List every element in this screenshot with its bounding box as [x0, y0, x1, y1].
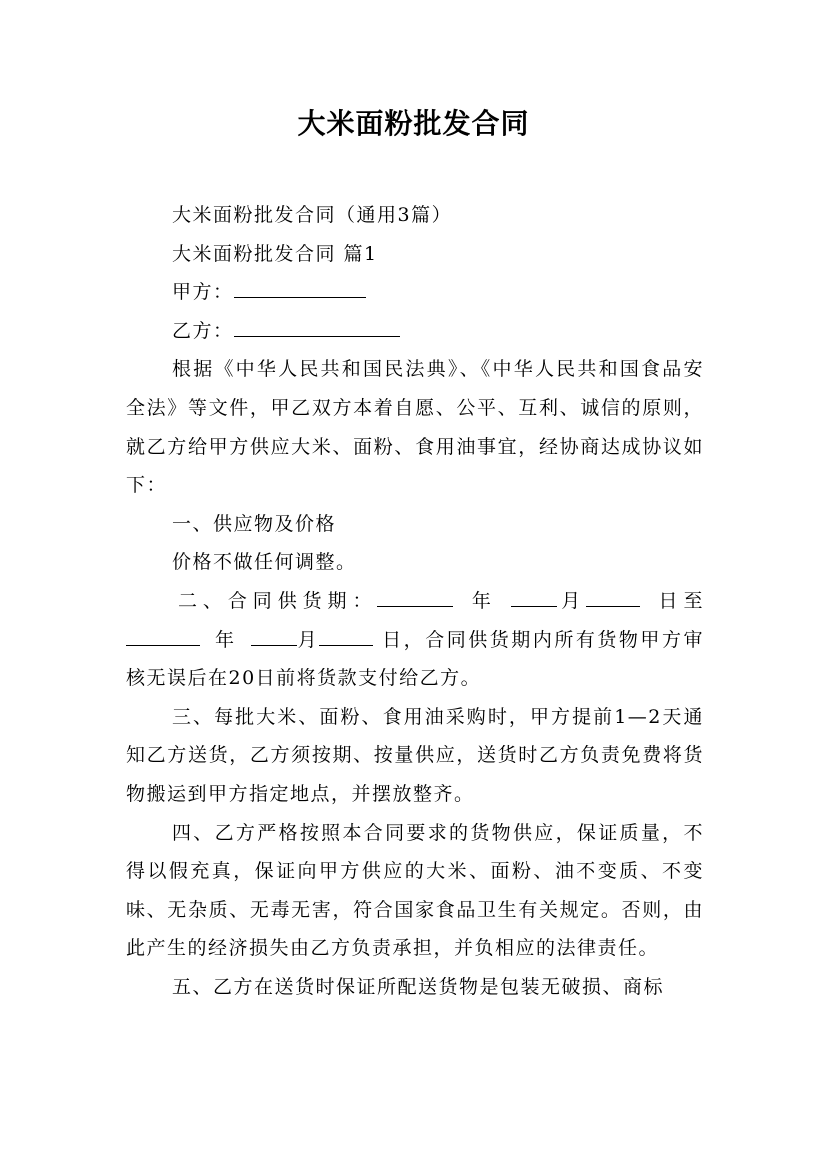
end-year-blank [126, 626, 200, 646]
party-b-label: 乙方： [172, 319, 234, 342]
end-month-label: 月 [296, 628, 320, 651]
document-title: 大米面粉批发合同 [297, 107, 530, 140]
clause1-text: 价格不做任何调整。 [172, 551, 357, 574]
section-heading: 大米面粉批发合同 篇1 [172, 242, 378, 265]
party-b-blank [234, 317, 400, 337]
start-day-to-label: 日至 [654, 589, 704, 612]
end-month-blank [251, 626, 297, 646]
end-day-blank [319, 626, 373, 646]
start-month-label: 月 [556, 589, 587, 612]
party-a-label: 甲方： [172, 281, 234, 304]
clause2-paragraph [126, 582, 704, 698]
start-year-blank [377, 587, 453, 607]
clause2-prefix: 二、合同供货期： [178, 589, 378, 612]
start-year-label: 年 [467, 589, 497, 612]
document-body [126, 196, 704, 1006]
start-day-blank [586, 587, 640, 607]
start-month-blank [511, 587, 557, 607]
clause1-heading: 一、供应物及价格 [172, 512, 337, 535]
clause5-paragraph: 五、乙方在送货时保证所配送货物是包装无破损、商标 [172, 975, 665, 998]
party-a-line [126, 273, 704, 312]
clause4-paragraph: 四、乙方严格按照本合同要求的货物供应，保证质量，不得以假充真，保证向甲方供应的大米、面粉、油不变质、不变味、无杂质、无毒无害，符合国家食品卫生有关规定。否则，由此产生的经济损失由乙方负责承担，并负相应的法律责任。 [126, 821, 704, 960]
end-year-label: 年 [214, 628, 237, 651]
party-a-blank [234, 278, 366, 298]
clause2-remainder: 日，合同供货期内所有货物甲方审核无误后在20日前将货款支付给乙方。 [126, 628, 704, 690]
clause3-paragraph: 三、每批大米、面粉、食用油采购时，甲方提前1—2天通知乙方送货，乙方须按期、按量供应，送货时乙方负责免费将货物搬运到甲方指定地点，并摆放整齐。 [126, 705, 704, 805]
party-b-line [126, 312, 704, 351]
document-subtitle: 大米面粉批发合同（通用3篇） [172, 204, 453, 226]
preamble-paragraph: 根据《中华人民共和国民法典》、《中华人民共和国食品安全法》等文件，甲乙双方本着自愿、公平、互利、诚信的原则，就乙方给甲方供应大米、面粉、食用油事宜，经协商达成协议如下： [126, 358, 704, 497]
